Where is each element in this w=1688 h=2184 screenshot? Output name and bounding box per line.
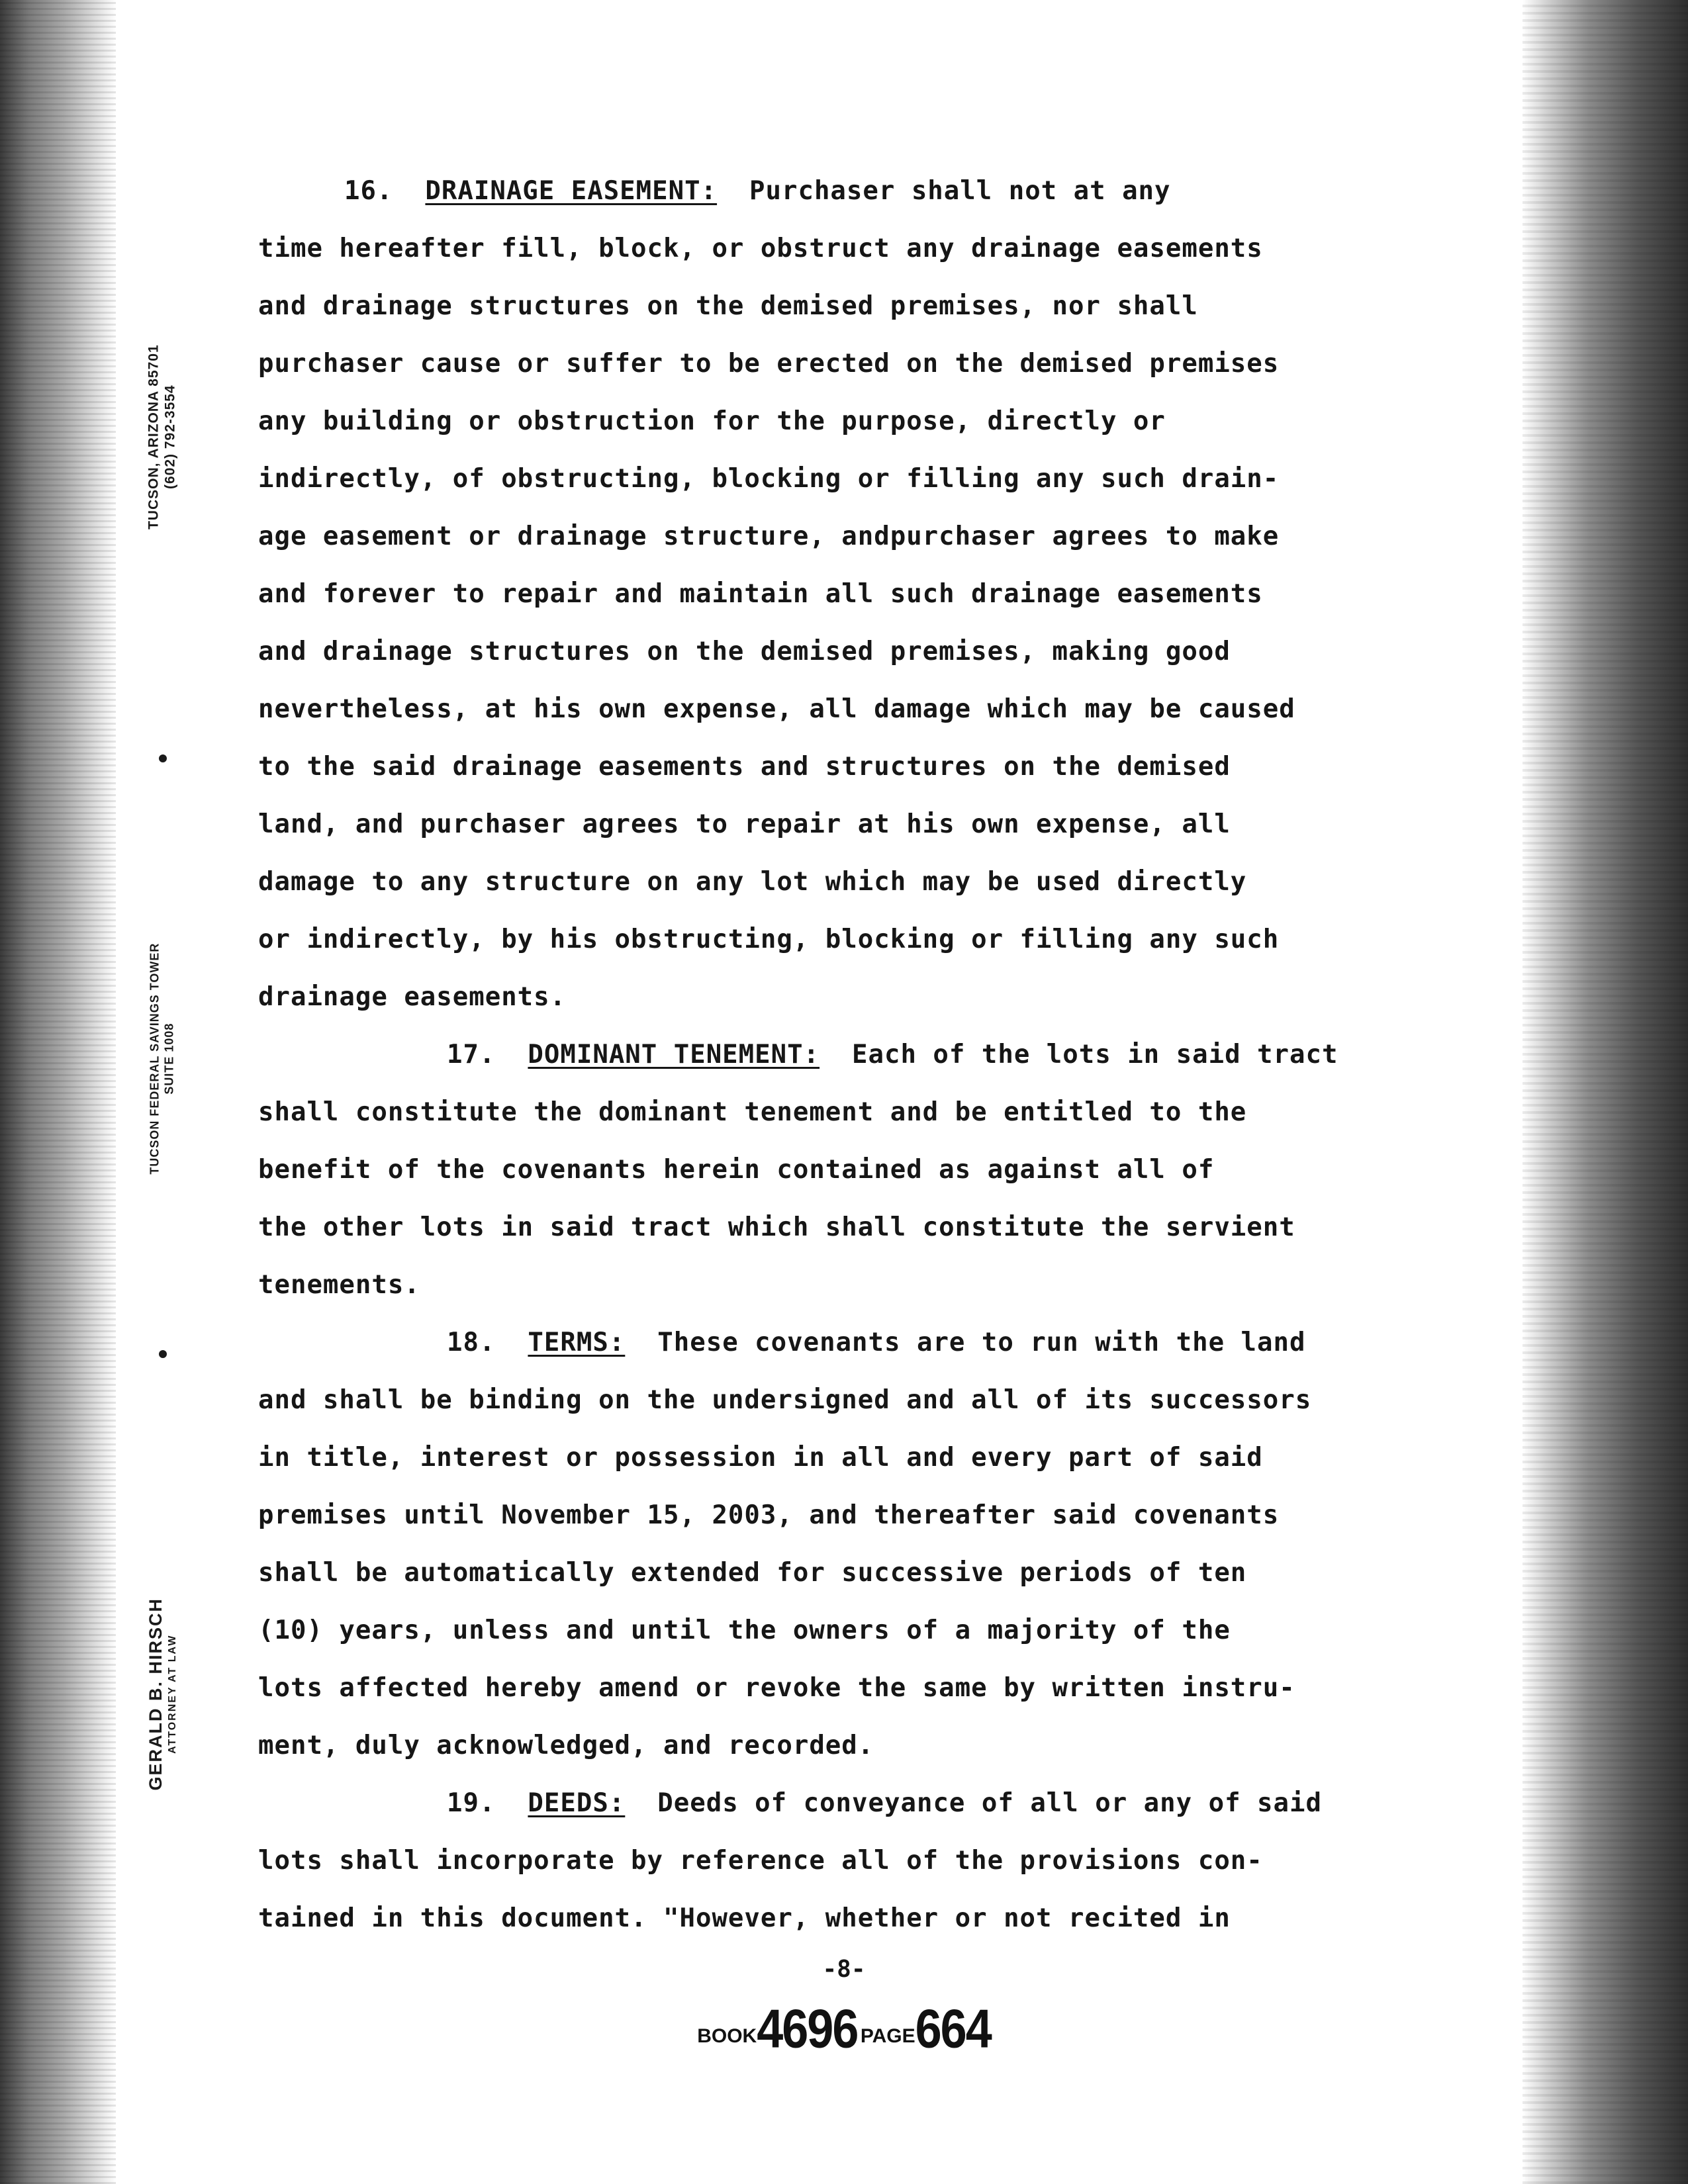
section-line: lots affected hereby amend or revoke the same by written instru- — [258, 1673, 1295, 1703]
recording-book-page-stamp — [0, 1999, 1688, 2060]
section-line: shall be automatically extended for successive periods of ten — [258, 1558, 1247, 1588]
margin-address-line-2: (602) 792-3554 — [163, 385, 179, 489]
section-line: in title, interest or possession in all and every part of said — [258, 1443, 1263, 1473]
section-line: purchaser cause or suffer to be erected on the demised premises — [258, 349, 1280, 379]
margin-tower-line-2: SUITE 1008 — [162, 1023, 175, 1095]
book-label: BOOK — [697, 2025, 757, 2047]
margin-address-line-1: TUCSON, ARIZONA 85701 — [146, 344, 162, 529]
section-line: indirectly, of obstructing, blocking or filling any such drain- — [258, 464, 1280, 494]
section-number: 18. — [447, 1328, 496, 1357]
section-line: shall constitute the dominant tenement and be entitled to the — [258, 1097, 1247, 1127]
margin-dot-1 — [159, 754, 167, 762]
section-line: nevertheless, at his own expense, all damage which may be caused — [258, 694, 1295, 724]
section-line: to the said drainage easements and structures on the demised — [258, 752, 1231, 782]
section-line: or indirectly, by his obstructing, blocking or filling any such — [258, 925, 1280, 954]
section-16-first-line — [258, 162, 1417, 220]
margin-attorney-title: ATTORNEY AT LAW — [167, 1634, 179, 1754]
section-line: ment, duly acknowledged, and recorded. — [258, 1731, 874, 1760]
section-line: and drainage structures on the demised premises, making good — [258, 637, 1231, 666]
section-line: tained in this document. "However, whether or not recited in — [258, 1903, 1231, 1933]
section-line: the other lots in said tract which shall constitute the servient — [258, 1212, 1295, 1242]
section-17-first-line — [258, 1026, 1417, 1083]
section-line: drainage easements. — [258, 982, 567, 1012]
scan-shadow-right — [1523, 0, 1688, 2184]
section-line: and forever to repair and maintain all such drainage easements — [258, 579, 1263, 609]
section-line: time hereafter fill, block, or obstruct any drainage easements — [258, 234, 1263, 263]
section-line: lots shall incorporate by reference all of the provisions con- — [258, 1846, 1263, 1876]
section-line: These covenants are to run with the land — [657, 1328, 1306, 1357]
page-number: -8- — [822, 1956, 866, 1983]
book-number: 4696 — [757, 1999, 858, 2060]
section-line: Each of the lots in said tract — [852, 1040, 1338, 1069]
document-body — [258, 162, 1417, 1947]
section-line: age easement or drainage structure, andpurchaser agrees to make — [258, 522, 1280, 551]
section-heading: DEEDS: — [528, 1788, 626, 1818]
section-18-first-line — [258, 1314, 1417, 1371]
page-stamp-number: 664 — [915, 1999, 991, 2060]
section-heading: TERMS: — [528, 1328, 626, 1357]
section-number: 19. — [447, 1788, 496, 1818]
section-line: premises until November 15, 2003, and thereafter said covenants — [258, 1500, 1280, 1530]
section-line: Purchaser shall not at any — [749, 176, 1171, 206]
section-line: tenements. — [258, 1270, 420, 1300]
section-line: land, and purchaser agrees to repair at his own expense, all — [258, 809, 1231, 839]
margin-address — [122, 311, 202, 563]
section-line: and drainage structures on the demised premises, nor shall — [258, 291, 1198, 321]
margin-tower-line-1: TUCSON FEDERAL SAVINGS TOWER — [148, 942, 162, 1175]
section-line: any building or obstruction for the purpose, directly or — [258, 406, 1166, 436]
margin-attorney-name: GERALD B. HIRSCH — [146, 1598, 166, 1791]
page-label: PAGE — [860, 2025, 915, 2047]
section-line: damage to any structure on any lot which may be used directly — [258, 867, 1247, 897]
section-line: Deeds of conveyance of all or any of said — [657, 1788, 1322, 1818]
margin-tower — [122, 874, 202, 1244]
scan-shadow-left — [0, 0, 116, 2184]
section-line: benefit of the covenants herein contained as against all of — [258, 1155, 1215, 1185]
section-number: 16. — [344, 176, 393, 206]
section-line: (10) years, unless and until the owners of a majority of the — [258, 1615, 1231, 1645]
margin-dot-2 — [159, 1350, 167, 1358]
section-19-first-line — [258, 1774, 1417, 1832]
section-heading: DRAINAGE EASEMENT: — [425, 176, 718, 206]
section-line: and shall be binding on the undersigned and all of its successors — [258, 1385, 1312, 1415]
section-number: 17. — [447, 1040, 496, 1069]
margin-attorney — [122, 1575, 202, 1813]
section-heading: DOMINANT TENEMENT: — [528, 1040, 820, 1069]
